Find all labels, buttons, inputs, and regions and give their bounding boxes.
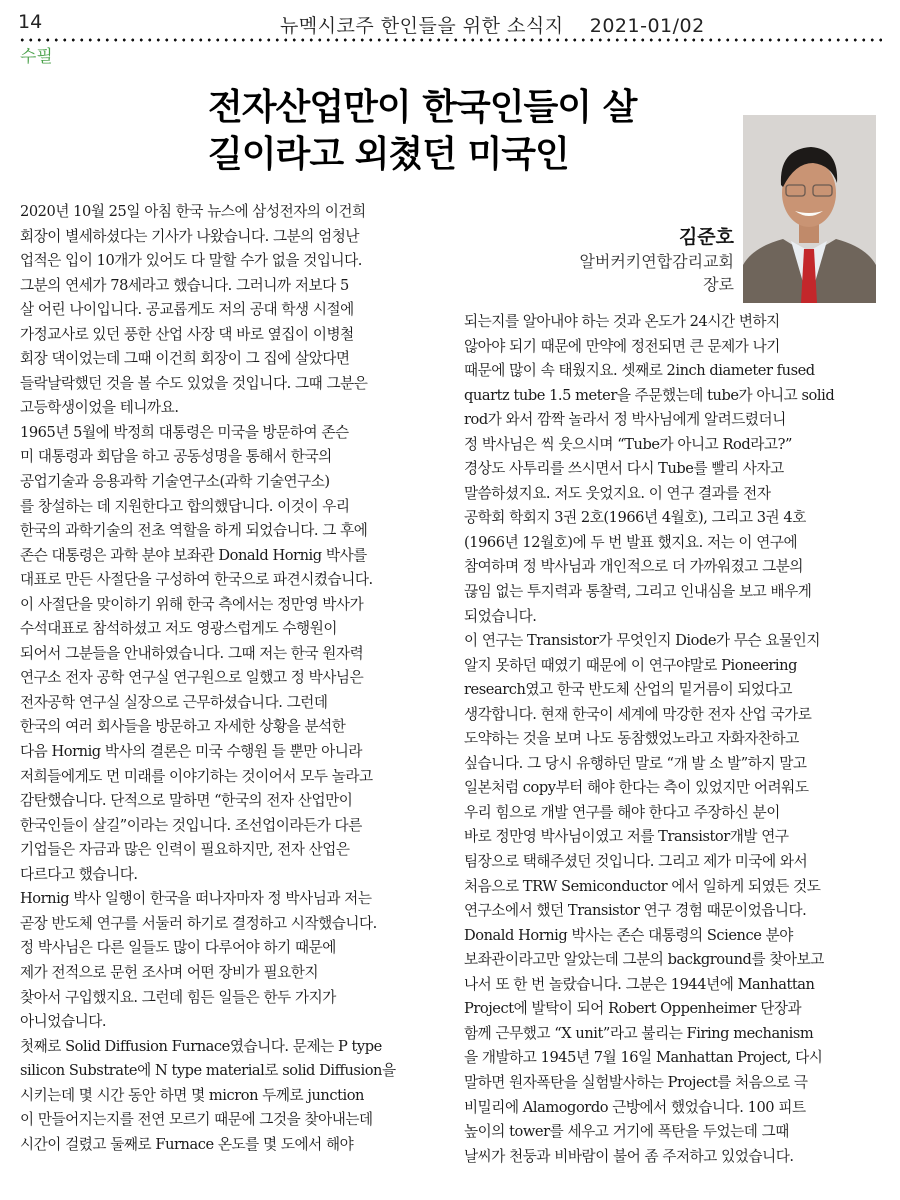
text-line: 제가 전적으로 문헌 조사며 어떤 장비가 필요한지: [20, 963, 319, 981]
text-line: 높이의 tower를 세우고 거기에 폭탄을 두었는데 그때: [464, 1123, 789, 1141]
text-line: 아니었습니다.: [20, 1013, 107, 1031]
text-line: 전자공학 연구실 실장으로 근무하셨습니다. 그런데: [20, 693, 328, 711]
text-line: quartz tube 1.5 meter을 주문했는데 tube가 아니고 solid: [464, 386, 835, 404]
article-title: [208, 84, 728, 178]
text-line: 곧장 반도체 연구를 서둘러 하기로 결정하고 시작했습니다.: [20, 914, 377, 932]
text-line: 우리 힘으로 개발 연구를 해야 한다고 주장하신 분이: [464, 803, 780, 821]
text-line: 정 박사님은 씩 웃으시며 “Tube가 아니고 Rod라고?”: [464, 435, 792, 453]
text-line: 그분의 연세가 78세라고 했습니다. 그러니까 저보다 5: [20, 276, 349, 294]
text-line: 되는지를 알아내야 하는 것과 온도가 24시간 변하지: [464, 313, 780, 330]
text-line: 생각합니다. 현재 한국이 세계에 막강한 전자 산업 국가로: [464, 705, 812, 723]
text-line: 함께 근무했고 “X unit”라고 불리는 Firing mechanism: [464, 1024, 814, 1042]
text-line: 말씀하셨지요. 저도 웃었지요. 이 연구 결과를 전자: [464, 484, 771, 502]
text-line: 기업들은 자금과 많은 인력이 필요하지만, 전자 산업은: [20, 841, 350, 859]
text-line: 끊임 없는 투지력과 통찰력, 그리고 인내심을 보고 배우게: [464, 583, 812, 601]
text-line: 도약하는 것을 보며 나도 동참했었노라고 자화자찬하고: [464, 730, 799, 748]
text-line: 나서 또 한 번 놀랐습니다. 그분은 1944년에 Manhattan: [464, 975, 815, 993]
text-line: 살 어린 나이입니다. 공교롭게도 저의 공대 학생 시절에: [20, 301, 354, 319]
text-line: 연구소에서 했던 Transistor 연구 경험 때문이었읍니다.: [464, 902, 807, 920]
text-line: 경상도 사투리를 쓰시면서 다시 Tube를 빨리 사자고: [464, 460, 784, 478]
text-line: 보좌관이라고만 알았는데 그분의 background를 찾아보고: [464, 951, 824, 969]
text-line: 시간이 걸렸고 둘째로 Furnace 온도를 몇 도에서 해야: [20, 1135, 354, 1153]
article-column-right: [464, 310, 884, 1169]
text-line: 때문에 많이 속 태웠지요. 셋째로 2inch diameter fused: [464, 362, 815, 380]
text-line: 않아야 되기 때문에 만약에 정전되면 큰 문제가 나기: [464, 337, 780, 355]
text-line: silicon Substrate에 N type material로 solid Diffusion을: [20, 1062, 396, 1080]
text-line: 첫째로 Solid Diffusion Furnace였습니다. 문제는 P type: [20, 1037, 382, 1055]
portrait-image: [743, 115, 876, 303]
text-line: 2020년 10월 25일 아침 한국 뉴스에 삼성전자의 이건희: [20, 203, 366, 220]
text-line: 되어서 그분들을 안내하였습니다. 그때 저는 한국 원자력: [20, 644, 364, 662]
text-line: 한국인들이 살길”이라는 것입니다. 조선업이라든가 다른: [20, 816, 362, 834]
text-line: 이 사절단을 맞이하기 위해 한국 측에서는 정만영 박사가: [20, 595, 364, 613]
text-line: 를 창설하는 데 지원한다고 합의했답니다. 이것이 우리: [20, 497, 350, 515]
title-line: 전자산업만이 한국인들이 살: [208, 87, 637, 128]
text-line: 날씨가 천둥과 비바람이 불어 좀 주저하고 있었습니다.: [464, 1147, 794, 1165]
text-line: 저희들에게도 먼 미래를 이야기하는 것이어서 모두 놀라고: [20, 767, 373, 785]
text-line: 대표로 만든 사절단을 구성하여 한국으로 파견시켰습니다.: [20, 571, 373, 589]
text-line: 찾아서 구입했지요. 그런데 힘든 일들은 한두 가지가: [20, 988, 336, 1006]
text-line: 한국의 과학기술의 전초 역할을 하게 되었습니다. 그 후에: [20, 522, 368, 540]
text-line: (1966년 12월호)에 두 번 발표 했지요. 저는 이 연구에: [464, 533, 798, 551]
text-line: Project에 발탁이 되어 Robert Oppenheimer 단장과: [464, 1000, 802, 1018]
page-header: [18, 8, 882, 38]
text-line: 가정교사로 있던 풍한 산업 사장 댁 바로 옆집이 이병철: [20, 325, 354, 343]
text-line: 공업기술과 응용과학 기술연구소(과학 기술연구소): [20, 473, 330, 491]
text-line: 알지 못하던 때였기 때문에 이 연구야말로 Pioneering: [464, 656, 797, 674]
text-line: Hornig 박사 일행이 한국을 떠나자마자 정 박사님과 저는: [20, 890, 372, 908]
text-line: 팀장으로 택해주셨던 것입니다. 그리고 제가 미국에 와서: [464, 853, 808, 871]
text-line: 회장이 별세하셨다는 기사가 나왔습니다. 그분의 엄청난: [20, 227, 360, 245]
text-line: 되었습니다.: [464, 607, 537, 625]
text-line: 존슨 대통령은 과학 분야 보좌관 Donald Hornig 박사를: [20, 546, 367, 564]
author-byline: [579, 224, 734, 296]
text-line: 업적은 입이 10개가 있어도 다 말할 수가 없을 것입니다.: [20, 252, 362, 270]
publication-name: 뉴멕시코주 한인들을 위한 소식지: [280, 15, 564, 37]
dotted-divider: [18, 38, 882, 42]
text-line: 바로 정만영 박사님이였고 저를 Transistor개발 연구: [464, 828, 789, 846]
page-number: 14: [18, 11, 43, 33]
section-label: 수필: [20, 47, 53, 67]
publication-title: [280, 11, 705, 38]
text-line: 을 개발하고 1945년 7월 16일 Manhattan Project, 다시: [464, 1049, 823, 1067]
text-line: 싶습니다. 그 당시 유행하던 말로 “개 발 소 발”하지 말고: [464, 754, 807, 772]
author-name: 김준호: [678, 226, 734, 248]
text-line: 회장 댁이었는데 그때 이건희 회장이 그 집에 살았다면: [20, 350, 350, 368]
text-line: 수석대표로 참석하셨고 저도 영광스럽게도 수행원이: [20, 620, 338, 638]
text-line: 1965년 5월에 박정희 대통령은 미국을 방문하여 존슨: [20, 423, 349, 441]
title-line: 길이라고 외쳤던 미국인: [208, 134, 569, 175]
text-line: 이 만들어지는지를 전연 모르기 때문에 그것을 찾아내는데: [20, 1111, 373, 1129]
text-line: Donald Hornig 박사는 존슨 대통령의 Science 분야: [464, 926, 793, 944]
author-photo: [743, 115, 876, 303]
text-line: research였고 한국 반도체 산업의 밑거름이 되었다고: [464, 681, 792, 699]
issue-date: 2021-01/02: [589, 15, 705, 37]
text-line: 다음 Hornig 박사의 결론은 미국 수행원 들 뿐만 아니라: [20, 743, 363, 761]
text-line: 처음으로 TRW Semiconductor 에서 일하게 되였든 것도: [464, 877, 821, 895]
text-line: 고등학생이었을 테니까요.: [20, 399, 179, 417]
text-line: 들락날락했던 것을 볼 수도 있었을 것입니다. 그때 그분은: [20, 374, 368, 392]
text-line: 시키는데 몇 시간 동안 하면 몇 micron 두께로 junction: [20, 1086, 364, 1104]
text-line: 한국의 여러 회사들을 방문하고 자세한 상황을 분석한: [20, 718, 346, 736]
article-column-left: [20, 200, 445, 1157]
text-line: 정 박사님은 다른 일들도 많이 다루어야 하기 때문에: [20, 939, 336, 957]
text-line: 참여하며 정 박사님과 개인적으로 더 가까워졌고 그분의: [464, 558, 804, 576]
author-affiliation: 알버커키연합감리교회: [579, 252, 734, 271]
author-title: 장로: [703, 275, 734, 294]
text-line: rod가 와서 깜짝 놀라서 정 박사님에게 알려드렸더니: [464, 411, 786, 429]
text-line: 비밀리에 Alamogordo 근방에서 했었습니다. 100 피트: [464, 1098, 806, 1116]
text-line: 감탄했습니다. 단적으로 말하면 “한국의 전자 산업만이: [20, 792, 353, 810]
text-line: 일본처럼 copy부터 해야 한다는 측이 있었지만 어려워도: [464, 779, 809, 797]
text-line: 다르다고 했습니다.: [20, 865, 138, 883]
text-line: 연구소 전자 공학 연구실 연구원으로 일했고 정 박사님은: [20, 669, 364, 687]
text-line: 말하면 원자폭탄을 실험발사하는 Project를 처음으로 극: [464, 1073, 808, 1091]
text-line: 이 연구는 Transistor가 무엇인지 Diode가 무슨 요물인지: [464, 632, 820, 650]
text-line: 공학회 학회지 3권 2호(1966년 4월호), 그리고 3권 4호: [464, 509, 806, 527]
text-line: 미 대통령과 회담을 하고 공동성명을 통해서 한국의: [20, 448, 332, 466]
